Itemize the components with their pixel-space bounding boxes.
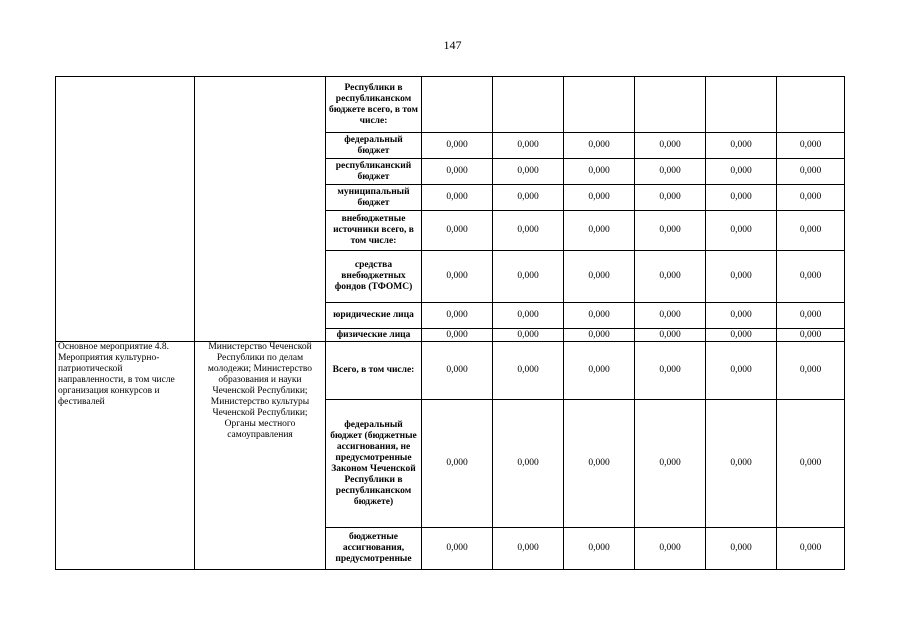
funding-source-label: юридические лица bbox=[326, 303, 422, 329]
value-cell: 0,000 bbox=[422, 303, 493, 329]
value-cell: 0,000 bbox=[493, 133, 564, 159]
value-cell: 0,000 bbox=[422, 133, 493, 159]
value-cell: 0,000 bbox=[635, 329, 706, 342]
value-cell: 0,000 bbox=[706, 159, 777, 185]
value-cell: 0,000 bbox=[493, 528, 564, 570]
activity-cell-empty bbox=[56, 77, 195, 342]
budget-table bbox=[55, 76, 845, 570]
value-cell: 0,000 bbox=[422, 251, 493, 303]
value-cell: 0,000 bbox=[422, 329, 493, 342]
value-cell: 0,000 bbox=[635, 251, 706, 303]
value-cell: 0,000 bbox=[635, 400, 706, 528]
activity-title: Основное мероприятие 4.8. Мероприятия культурно-патриотической направленности, в том числе организация конкурсов и фестивалей bbox=[56, 342, 195, 570]
activity-executors: Министерство Чеченской Республики по делам молодежи; Министерство образования и науки Чеченской Республики; Министерство культуры Чеченской Республики; Органы местного самоуправления bbox=[195, 342, 326, 570]
funding-source-label: федеральный бюджет bbox=[326, 133, 422, 159]
value-cell: 0,000 bbox=[564, 185, 635, 211]
value-cell: 0,000 bbox=[777, 251, 845, 303]
funding-source-label: муниципальный бюджет bbox=[326, 185, 422, 211]
value-cell bbox=[564, 77, 635, 133]
value-cell: 0,000 bbox=[706, 133, 777, 159]
table-row bbox=[56, 342, 845, 400]
value-cell bbox=[706, 77, 777, 133]
value-cell: 0,000 bbox=[777, 329, 845, 342]
funding-source-label: республиканский бюджет bbox=[326, 159, 422, 185]
page-number: 147 bbox=[443, 38, 462, 52]
value-cell: 0,000 bbox=[564, 303, 635, 329]
value-cell: 0,000 bbox=[777, 159, 845, 185]
funding-source-label: федеральный бюджет (бюджетные ассигнования, не предусмотренные Законом Чеченской Республики в республиканском бюджете) bbox=[326, 400, 422, 528]
value-cell: 0,000 bbox=[564, 211, 635, 251]
value-cell: 0,000 bbox=[422, 342, 493, 400]
value-cell: 0,000 bbox=[777, 342, 845, 400]
value-cell: 0,000 bbox=[635, 342, 706, 400]
value-cell: 0,000 bbox=[777, 211, 845, 251]
value-cell bbox=[422, 77, 493, 133]
executor-cell-empty bbox=[195, 77, 326, 342]
value-cell: 0,000 bbox=[564, 329, 635, 342]
value-cell: 0,000 bbox=[493, 251, 564, 303]
value-cell: 0,000 bbox=[493, 400, 564, 528]
value-cell: 0,000 bbox=[777, 133, 845, 159]
funding-source-label: средства внебюджетных фондов (ТФОМС) bbox=[326, 251, 422, 303]
value-cell: 0,000 bbox=[564, 159, 635, 185]
value-cell: 0,000 bbox=[493, 185, 564, 211]
value-cell: 0,000 bbox=[706, 528, 777, 570]
value-cell: 0,000 bbox=[422, 159, 493, 185]
value-cell: 0,000 bbox=[564, 400, 635, 528]
value-cell: 0,000 bbox=[564, 528, 635, 570]
value-cell: 0,000 bbox=[493, 211, 564, 251]
value-cell: 0,000 bbox=[635, 211, 706, 251]
value-cell: 0,000 bbox=[422, 211, 493, 251]
funding-source-label: Республики в республиканском бюджете всего, в том числе: bbox=[326, 77, 422, 133]
value-cell: 0,000 bbox=[635, 159, 706, 185]
table-body bbox=[56, 77, 845, 570]
value-cell bbox=[493, 77, 564, 133]
value-cell: 0,000 bbox=[706, 251, 777, 303]
value-cell: 0,000 bbox=[422, 185, 493, 211]
value-cell: 0,000 bbox=[564, 251, 635, 303]
value-cell: 0,000 bbox=[706, 329, 777, 342]
value-cell: 0,000 bbox=[706, 211, 777, 251]
value-cell: 0,000 bbox=[706, 185, 777, 211]
value-cell bbox=[635, 77, 706, 133]
value-cell: 0,000 bbox=[493, 329, 564, 342]
value-cell: 0,000 bbox=[777, 303, 845, 329]
value-cell: 0,000 bbox=[635, 185, 706, 211]
value-cell: 0,000 bbox=[635, 303, 706, 329]
value-cell: 0,000 bbox=[706, 303, 777, 329]
value-cell: 0,000 bbox=[635, 133, 706, 159]
value-cell: 0,000 bbox=[422, 400, 493, 528]
funding-source-label: Всего, в том числе: bbox=[326, 342, 422, 400]
value-cell: 0,000 bbox=[777, 528, 845, 570]
value-cell: 0,000 bbox=[493, 159, 564, 185]
table-row bbox=[56, 77, 845, 133]
value-cell: 0,000 bbox=[777, 185, 845, 211]
funding-source-label: внебюджетные источники всего, в том числе: bbox=[326, 211, 422, 251]
value-cell: 0,000 bbox=[422, 528, 493, 570]
value-cell: 0,000 bbox=[635, 528, 706, 570]
value-cell: 0,000 bbox=[493, 342, 564, 400]
value-cell bbox=[777, 77, 845, 133]
value-cell: 0,000 bbox=[777, 400, 845, 528]
value-cell: 0,000 bbox=[706, 400, 777, 528]
value-cell: 0,000 bbox=[706, 342, 777, 400]
value-cell: 0,000 bbox=[493, 303, 564, 329]
value-cell: 0,000 bbox=[564, 342, 635, 400]
funding-source-label: физические лица bbox=[326, 329, 422, 342]
funding-source-label: бюджетные ассигнования, предусмотренные bbox=[326, 528, 422, 570]
value-cell: 0,000 bbox=[564, 133, 635, 159]
